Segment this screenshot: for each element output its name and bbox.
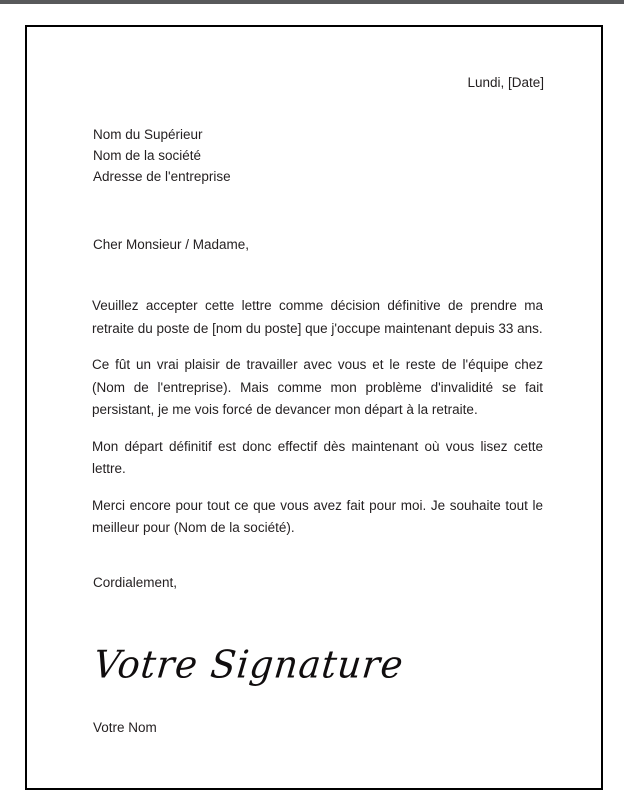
paragraph-retirement-decision: Veuillez accepter cette lettre comme décision définitive de prendre ma retraite du poste de [nom du poste] que j'occupe maintenant depuis 33 ans. <box>92 298 543 336</box>
salutation: Cher Monsieur / Madame, <box>93 237 250 252</box>
paragraph-gratitude-and-reason: Ce fût un vrai plaisir de travailler avec vous et le reste de l'équipe chez (Nom de l'entreprise). Mais comme mon problème d'invalidité se fait persistant, je me vois forcé de devancer mon départ à la retraite. <box>92 357 543 417</box>
date-line: Lundi, [Date] <box>467 75 544 90</box>
letter-paragraphs <box>92 295 543 540</box>
paragraph-thanks: Merci encore pour tout ce que vous avez fait pour moi. Je souhaite tout le meilleur pour (Nom de la société). <box>92 497 543 535</box>
letter-page <box>25 25 603 790</box>
signer-name: Votre Nom <box>93 720 157 735</box>
top-edge-strip <box>0 0 624 4</box>
recipient-address-block <box>93 124 231 187</box>
handwritten-signature: Votre Signature <box>91 643 406 687</box>
recipient-line-superior: Nom du Supérieur <box>93 127 203 142</box>
recipient-line-address: Adresse de l'entreprise <box>93 169 231 184</box>
closing-salutation: Cordialement, <box>93 575 178 590</box>
recipient-line-company: Nom de la société <box>93 148 202 163</box>
paragraph-effective-date: Mon départ définitif est donc effectif dès maintenant où vous lisez cette lettre. <box>92 438 543 476</box>
letter-body <box>27 27 601 788</box>
